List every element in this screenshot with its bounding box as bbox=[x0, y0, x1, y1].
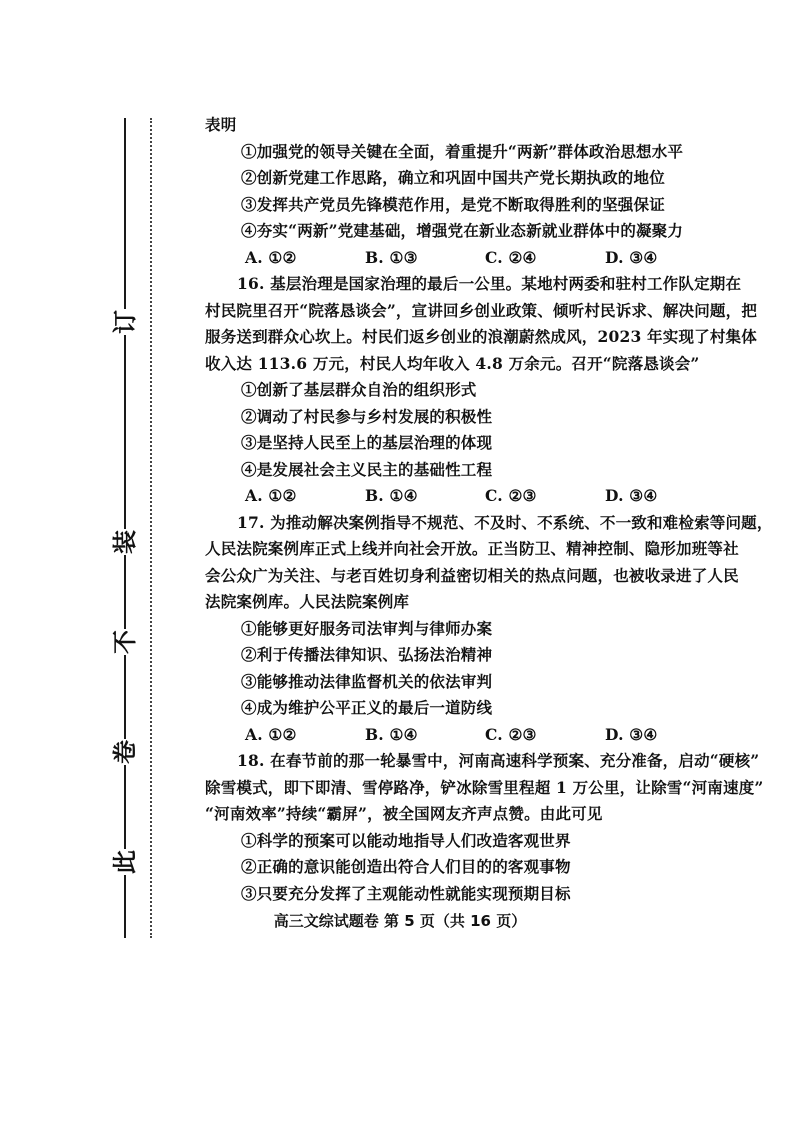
q17-answer-b: B. ①④ bbox=[365, 724, 418, 744]
q17-stem-line-1: 17. 为推动解决案例指导不规范、不及时、不系统、不一致和难检索等问题， bbox=[237, 512, 773, 532]
binding-char-bu: 不 bbox=[110, 630, 139, 654]
q15-intro: 表明 bbox=[205, 115, 237, 134]
q15-answer-choices bbox=[205, 245, 750, 272]
q16-stem-line-1: 16. 基层治理是国家治理的最后一公里。某地村两委和驻村工作队定期在 bbox=[237, 274, 742, 293]
q16-stem-line-4: 收入达 113.6 万元，村民人均年收入 4.8 万余元。召开“院落恳谈会” bbox=[205, 353, 700, 373]
q17-answer-d: D. ③④ bbox=[605, 724, 658, 744]
q17-stem-line-2: 人民法院案例库正式上线并向社会开放。正当防卫、精神控制、隐形加班等社 bbox=[205, 539, 739, 558]
binding-margin bbox=[100, 118, 160, 938]
q16-option-2: ②调动了村民参与乡村发展的积极性 bbox=[241, 406, 493, 426]
q16-answer-b: B. ①④ bbox=[365, 486, 418, 505]
binding-char-ding: 订 bbox=[110, 310, 139, 334]
q16-answer-c: C. ②③ bbox=[485, 486, 537, 505]
q17-answer-a: A. ①② bbox=[245, 724, 297, 744]
q16-answer-choices bbox=[205, 483, 750, 510]
q15-option-1: ①加强党的领导关键在全面，着重提升“两新”群体政治思想水平 bbox=[241, 141, 684, 161]
q16-stem-line-2: 村民院里召开“院落恳谈会”，宣讲回乡创业政策、倾听村民诉求、解决问题，把 bbox=[205, 300, 758, 320]
page-footer: 高三文综试题卷 第 5 页（共 16 页） bbox=[273, 912, 527, 930]
q18-option-3: ③只要充分发挥了主观能动性就能实现预期目标 bbox=[241, 883, 571, 903]
q15-option-2: ②创新党建工作思路，确立和巩固中国共产党长期执政的地位 bbox=[241, 168, 665, 187]
q15-option-3: ③发挥共产党员先锋模范作用，是党不断取得胜利的坚强保证 bbox=[241, 194, 665, 214]
q16-option-3: ③是坚持人民至上的基层治理的体现 bbox=[241, 433, 493, 452]
q16-answer-a: A. ①② bbox=[245, 486, 297, 505]
binding-char-juan: 卷 bbox=[110, 740, 139, 764]
binding-char-zhuang: 装 bbox=[110, 530, 139, 554]
q15-answer-a: A. ①② bbox=[245, 247, 297, 267]
q17-option-1: ①能够更好服务司法审判与律师办案 bbox=[241, 618, 493, 638]
q16-option-4: ④是发展社会主义民主的基础性工程 bbox=[241, 459, 493, 479]
q17-stem-line-3: 会公众广为关注、与老百姓切身利益密切相关的热点问题，也被收录进了人民 bbox=[205, 565, 739, 585]
binding-char-ci: 此 bbox=[110, 850, 139, 874]
binding-solid-line bbox=[124, 118, 126, 938]
q17-option-4: ④成为维护公平正义的最后一道防线 bbox=[241, 698, 493, 717]
page-content bbox=[205, 112, 773, 907]
q17-option-2: ②利于传播法律知识、弘扬法治精神 bbox=[241, 645, 493, 664]
q15-answer-d: D. ③④ bbox=[605, 247, 658, 267]
q16-stem-line-3: 服务送到群众心坎上。村民们返乡创业的浪潮蔚然成风，2023 年实现了村集体 bbox=[205, 327, 757, 346]
binding-dotted-line bbox=[150, 118, 152, 938]
q16-answer-d: D. ③④ bbox=[605, 486, 658, 505]
q18-stem-line-2: 除雪模式，即下即清、雪停路净，铲冰除雪里程超 1 万公里，让除雪“河南速度” bbox=[205, 777, 764, 797]
q18-stem-line-1: 18. 在春节前的那一轮暴雪中，河南高速科学预案、充分准备，启动“硬核” bbox=[237, 751, 760, 770]
q17-answer-choices bbox=[205, 722, 750, 749]
q17-stem-line-4: 法院案例库。人民法院案例库 bbox=[205, 592, 410, 611]
q18-stem-line-3: “河南效率”持续“霸屏”，被全国网友齐声点赞。由此可见 bbox=[205, 804, 603, 823]
q18-option-2: ②正确的意识能创造出符合人们目的的客观事物 bbox=[241, 857, 571, 876]
q15-answer-c: C. ②④ bbox=[485, 247, 537, 267]
q17-option-3: ③能够推动法律监督机关的依法审判 bbox=[241, 671, 493, 691]
q15-answer-b: B. ①③ bbox=[365, 247, 418, 267]
q16-option-1: ①创新了基层群众自治的组织形式 bbox=[241, 380, 477, 399]
q17-answer-c: C. ②③ bbox=[485, 724, 537, 744]
q18-option-1: ①科学的预案可以能动地指导人们改造客观世界 bbox=[241, 830, 571, 850]
q15-option-4: ④夯实“两新”党建基础，增强党在新业态新就业群体中的凝聚力 bbox=[241, 221, 684, 240]
